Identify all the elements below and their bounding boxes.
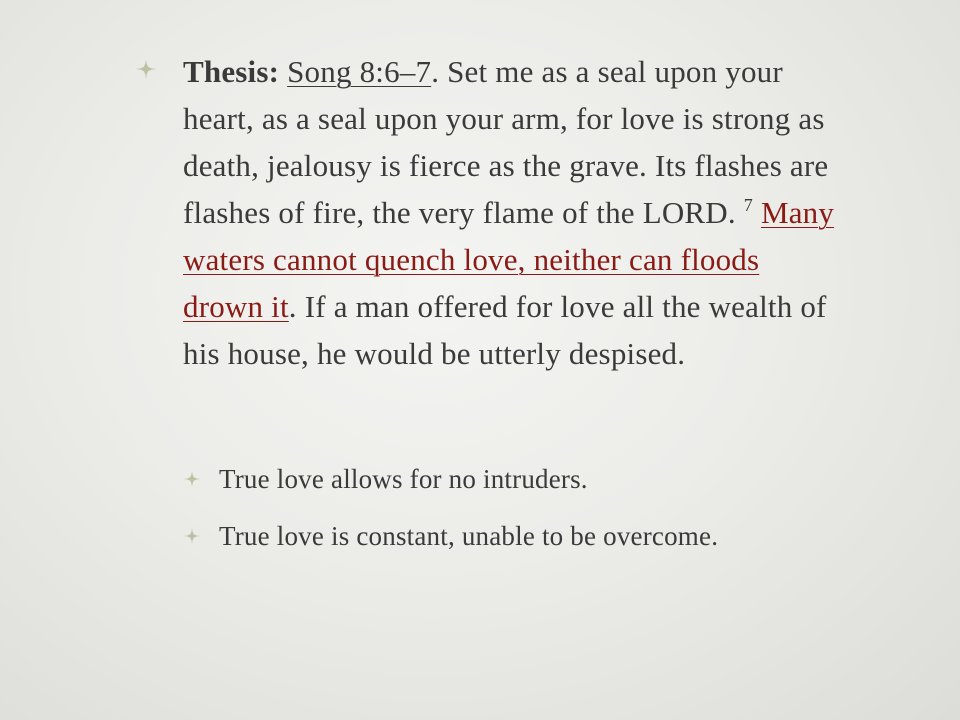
point-item xyxy=(183,462,883,496)
thesis-bullet xyxy=(135,48,855,377)
thesis-text-part-1: . Set me as a seal upon your heart, as a seal upon your arm, for love is strong as death, jealousy is fierce as the grave. Its flashes are flashes of fire, the very flame of the LORD. xyxy=(183,54,829,230)
thesis-label: Thesis: xyxy=(183,54,280,89)
scripture-reference: Song 8:6–7 xyxy=(287,54,432,89)
thesis-text-part-2: . If a man offered for love all the wealth of his house, he would be utterly despised. xyxy=(183,289,827,371)
verse-number: 7 xyxy=(743,195,753,215)
bullet-diamond-icon xyxy=(183,527,219,545)
point-text: True love allows for no intruders. xyxy=(219,464,588,494)
bullet-diamond-icon xyxy=(135,48,183,80)
highlighted-verse: Many waters cannot quench love, neither can floods drown it xyxy=(183,195,835,324)
point-item xyxy=(183,519,883,553)
thesis-text xyxy=(183,48,843,377)
bullet-diamond-icon xyxy=(183,470,219,488)
point-text: True love is constant, unable to be overcome. xyxy=(219,521,719,551)
